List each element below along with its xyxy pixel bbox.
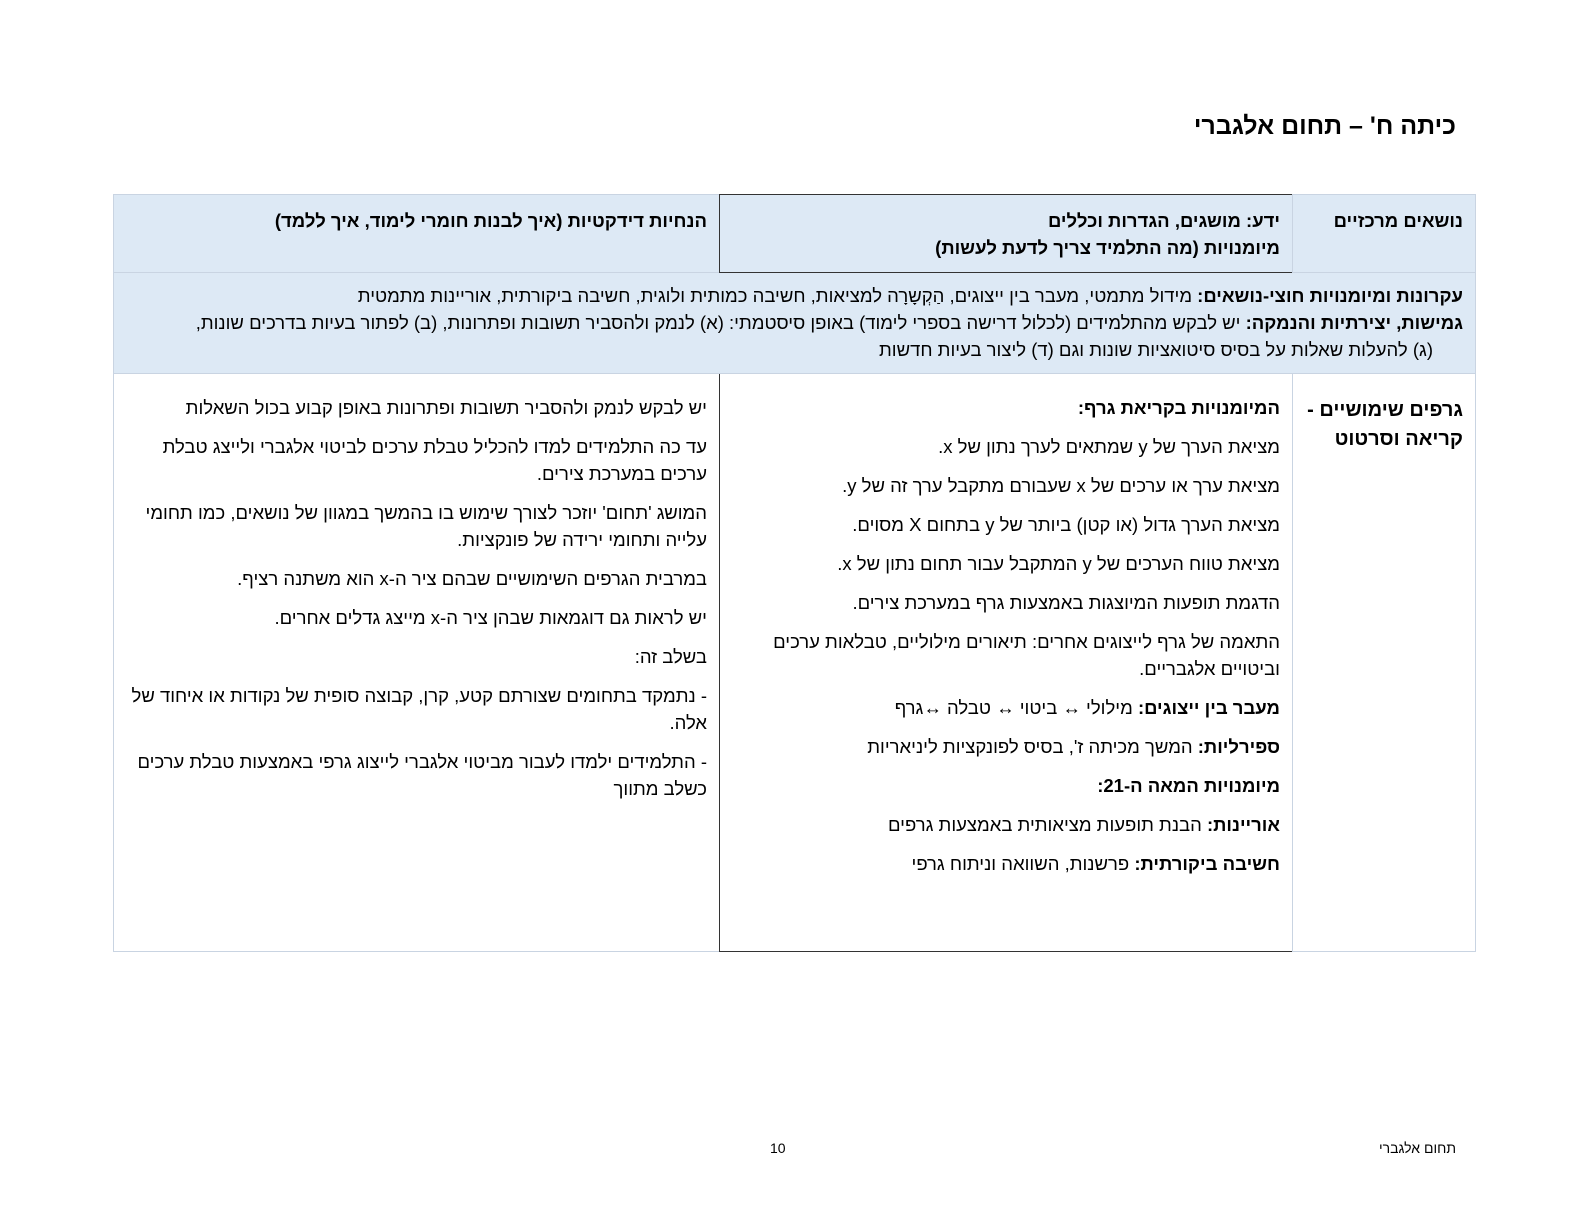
band-line-2 — [126, 309, 1463, 336]
band-line-2-text: יש לבקש מהתלמידים (לכלול דרישה בספרי לימוד) באופן סיסטמתי: (א) לנמק ולהסביר תשובות ופתרונות, (ב) לפתור בעיות בדרכים שונות, — [195, 312, 1246, 333]
skill-item: הדגמת תופעות המיוצגות באמצעות גרף במערכת צירים. — [852, 592, 1280, 613]
didactic-item: בשלב זה: — [634, 646, 707, 667]
header-knowledge-line2: מיומנויות (מה התלמיד צריך לדעת לעשות) — [935, 237, 1280, 258]
header-topics: נושאים מרכזיים — [1293, 195, 1476, 273]
century-heading-text: מיומנויות המאה ה-21: — [1097, 775, 1280, 796]
band-line-3: (ג) להעלות שאלות על בסיס סיטואציות שונות וגם (ד) ליצור בעיות חדשות — [879, 339, 1433, 360]
transition-text: מילולי ↔ ביטוי ↔ טבלה ↔גרף — [894, 697, 1138, 718]
band-line-1-label: עקרונות ומיומנויות חוצי-נושאים: — [1197, 285, 1463, 306]
topic-row — [114, 374, 1476, 952]
didactic-item: - התלמידים ילמדו לעבור מביטוי אלגברי לייצוג גרפי באמצעות טבלת ערכים כשלב מתווך — [137, 751, 707, 799]
skill-item: מציאת ערך או ערכים של x שעבורם מתקבל ערך זה של y. — [842, 475, 1280, 496]
didactic-item: במרבית הגרפים השימושיים שבהם ציר ה-x הוא משתנה רציף. — [237, 568, 707, 589]
critical-line — [732, 850, 1280, 877]
skill-item: מציאת טווח הערכים של y המתקבל עבור תחום נתון של x. — [837, 553, 1280, 574]
critical-label: חשיבה ביקורתית: — [1134, 853, 1280, 874]
band-line-2-label: גמישות, יצירתיות והנמקה: — [1245, 312, 1463, 333]
skill-item: התאמה של גרף לייצוגים אחרים: תיאורים מילוליים, טבלאות ערכים וביטויים אלגבריים. — [773, 631, 1280, 679]
header-knowledge-line1: ידע: מושגים, הגדרות וכללים — [1047, 210, 1280, 231]
skill-item: מציאת הערך של y שמתאים לערך נתון של x. — [938, 436, 1280, 457]
didactic-item: עד כה התלמידים למדו להכליל טבלת ערכים לביטוי אלגברי ולייצג טבלת ערכים במערכת צירים. — [162, 436, 707, 484]
skills-heading — [732, 394, 1280, 421]
didactic-item: יש לבקש לנמק ולהסביר תשובות ופתרונות באופן קבוע בכול השאלות — [185, 397, 707, 418]
topic-line-1: גרפים שימושיים - — [1307, 399, 1463, 421]
didactic-item: יש לראות גם דוגמאות שבהן ציר ה-x מייצג גדלים אחרים. — [274, 607, 707, 628]
didactic-cell — [114, 374, 720, 952]
skill-item: מציאת הערך גדול (או קטן) ביותר של y בתחום X מסוים. — [852, 514, 1280, 535]
curriculum-table — [113, 194, 1476, 952]
footer-page-number: 10 — [770, 1140, 786, 1156]
footer-section-name: תחום אלגברי — [1379, 1140, 1456, 1156]
didactic-item: המושג 'תחום' יוזכר לצורך שימוש בו בהמשך במגוון של נושאים, כמו תחומי עלייה ותחומי ירידה של פונקציות. — [145, 502, 707, 550]
knowledge-cell — [720, 374, 1293, 952]
principles-band-row — [114, 273, 1476, 374]
literacy-label: אוריינות: — [1206, 814, 1280, 835]
literacy-line — [732, 811, 1280, 838]
literacy-text: הבנת תופעות מציאותית באמצעות גרפים — [888, 814, 1207, 835]
principles-band — [114, 273, 1476, 374]
transition-label: מעבר בין ייצוגים: — [1137, 697, 1280, 718]
spiral-label: ספירליות: — [1197, 736, 1280, 757]
page-title: כיתה ח' – תחום אלגברי — [1193, 112, 1456, 140]
spiral-line — [732, 733, 1280, 760]
topic-cell — [1293, 374, 1476, 952]
transition-line — [732, 694, 1280, 721]
century-heading — [732, 772, 1280, 799]
critical-text: פרשנות, השוואה וניתוח גרפי — [911, 853, 1135, 874]
band-line-1 — [126, 282, 1463, 309]
didactic-item: - נתמקד בתחומים שצורתם קטע, קרן, קבוצה סופית של נקודות או איחוד של אלה. — [131, 685, 707, 733]
header-didactic: הנחיות דידקטיות (איך לבנות חומרי לימוד, איך ללמד) — [114, 195, 720, 273]
header-knowledge — [720, 195, 1293, 273]
table-header-row — [114, 195, 1476, 273]
band-line-1-text: מידול מתמטי, מעבר בין ייצוגים, הַקְשָרָה למציאות, חשיבה כמותית ולוגית, חשיבה ביקורתית, אוריינות מתמטית — [357, 285, 1198, 306]
topic-line-2: קריאה וסרטוט — [1334, 428, 1463, 450]
spiral-text: המשך מכיתה ז', בסיס לפונקציות ליניאריות — [867, 736, 1198, 757]
skills-heading-text: המיומנויות בקריאת גרף: — [1077, 397, 1280, 418]
